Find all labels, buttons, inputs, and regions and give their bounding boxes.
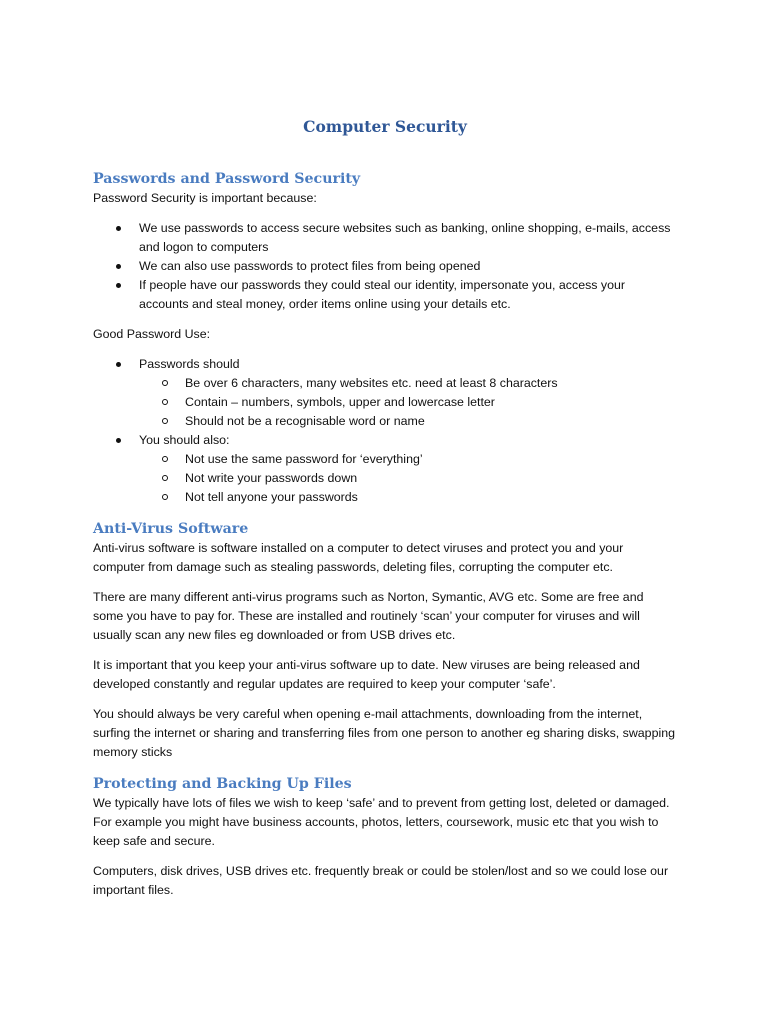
list-item: Passwords should Be over 6 characters, many websites etc. need at least 8 characters Contain – numbers, symbols, upper and lowercase letter Should not be a recognisable word or name xyxy=(93,355,677,431)
paragraph: It is important that you keep your anti-virus software up to date. New viruses are being released and developed constantly and regular updates are required to keep your computer ‘safe’. xyxy=(93,658,640,691)
list-item: We use passwords to access secure websites such as banking, online shopping, e-mails, access and logon to computers xyxy=(93,219,677,257)
good-password-use-list xyxy=(93,355,677,507)
list-item: Be over 6 characters, many websites etc. need at least 8 characters xyxy=(139,374,677,393)
circle-bullet-icon xyxy=(162,494,168,500)
paragraph: Computers, disk drives, USB drives etc. frequently break or could be stolen/lost and so we could lose our important files. xyxy=(93,864,669,897)
circle-bullet-icon xyxy=(162,456,168,462)
bullet-icon xyxy=(116,283,121,288)
paragraph: Anti-virus software is software installed on a computer to detect viruses and protect you and your computer from damage such as stealing passwords, deleting files, corrupting the computer etc. xyxy=(93,541,624,574)
circle-bullet-icon xyxy=(162,380,168,386)
circle-bullet-icon xyxy=(162,399,168,405)
bullet-icon xyxy=(116,226,121,231)
document-title: Computer Security xyxy=(303,117,467,136)
good-password-use-label: Good Password Use: xyxy=(93,327,211,341)
circle-bullet-icon xyxy=(162,475,168,481)
passwords-bullet-list xyxy=(93,219,677,314)
bullet-icon xyxy=(116,264,121,269)
list-item: Contain – numbers, symbols, upper and lowercase letter xyxy=(139,393,677,412)
passwords-intro: Password Security is important because: xyxy=(93,191,317,205)
bullet-icon xyxy=(116,438,121,443)
section-heading-passwords: Passwords and Password Security xyxy=(93,171,361,187)
list-item: You should also: Not use the same password for ‘everything’ Not write your passwords down Not tell anyone your passwords xyxy=(93,431,677,507)
section-heading-anti-virus: Anti-Virus Software xyxy=(93,521,249,537)
section-heading-backing-up: Protecting and Backing Up Files xyxy=(93,776,352,792)
list-item: We can also use passwords to protect files from being opened xyxy=(93,257,677,276)
circle-bullet-icon xyxy=(162,418,168,424)
list-item: If people have our passwords they could steal our identity, impersonate you, access your accounts and steal money, order items online using your details etc. xyxy=(93,276,677,314)
document-content xyxy=(93,116,677,900)
list-item: Not use the same password for ‘everything’ xyxy=(139,450,677,469)
you-should-also-sublist xyxy=(139,450,677,507)
list-item: Should not be a recognisable word or name xyxy=(139,412,677,431)
bullet-icon xyxy=(116,362,121,367)
passwords-should-sublist xyxy=(139,374,677,431)
paragraph: You should always be very careful when opening e-mail attachments, downloading from the internet, surfing the internet or sharing and transferring files from one person to another eg sharing disks, swapping memory sticks xyxy=(93,707,675,759)
paragraph: We typically have lots of files we wish to keep ‘safe’ and to prevent from getting lost, deleted or damaged. For example you might have business accounts, photos, letters, coursework, music etc that you wish to keep safe and secure. xyxy=(93,796,670,848)
list-item: Not tell anyone your passwords xyxy=(139,488,677,507)
paragraph: There are many different anti-virus programs such as Norton, Symantic, AVG etc. Some are free and some you have to pay for. These are installed and routinely ‘scan’ your computer for viruses and will usually scan any new files eg downloaded or from USB drives etc. xyxy=(93,590,644,642)
list-item: Not write your passwords down xyxy=(139,469,677,488)
